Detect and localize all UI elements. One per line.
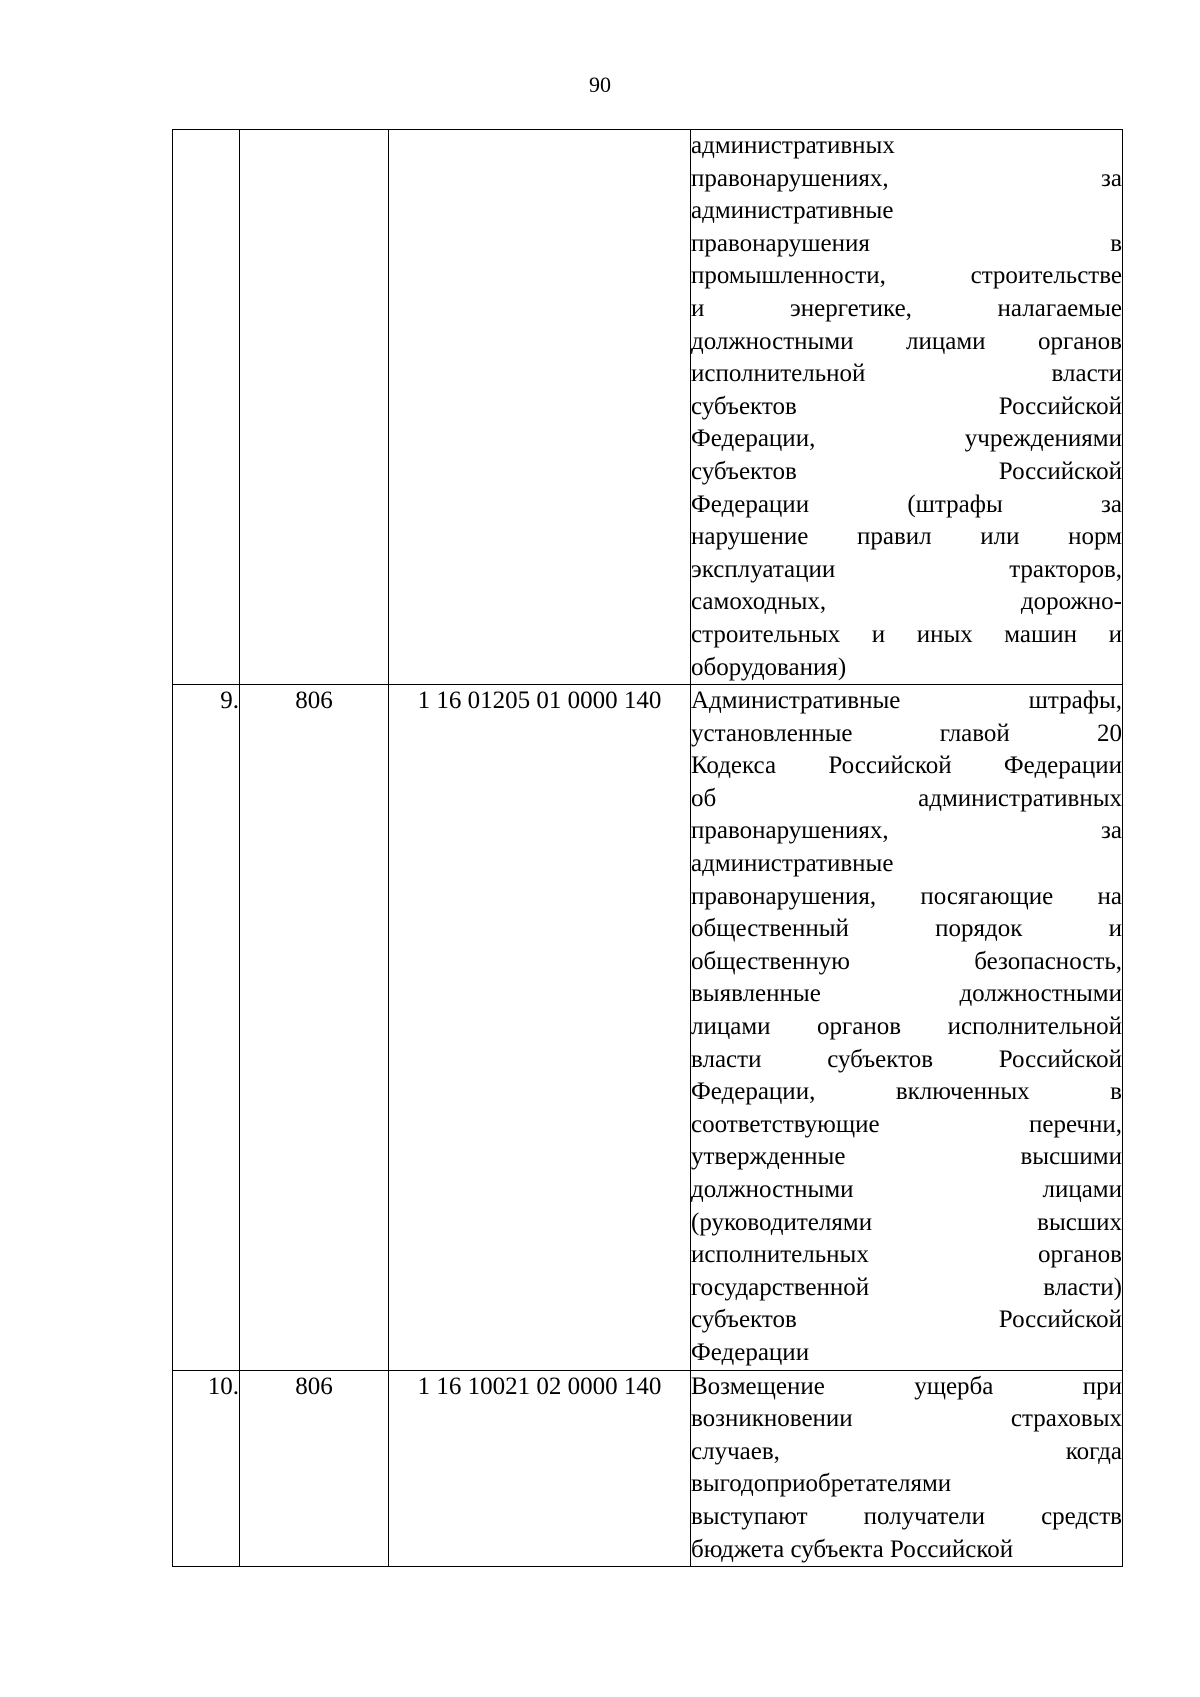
description-word: энергетике, xyxy=(790,294,912,322)
description-word: и xyxy=(1108,620,1122,648)
description-word: случаев, xyxy=(691,1437,780,1465)
description-word: субъектов xyxy=(691,392,797,420)
description-cell xyxy=(691,130,1123,685)
description-line xyxy=(691,1174,1122,1207)
description-word: учреждениями xyxy=(964,425,1122,453)
kbk-code-cell xyxy=(389,130,691,685)
description-line xyxy=(691,130,1122,163)
description-line xyxy=(691,1076,1122,1109)
description-word: в xyxy=(1110,229,1122,257)
description-word: посягающие xyxy=(920,882,1054,910)
description-line xyxy=(691,1501,1122,1534)
description-word: перечни, xyxy=(1028,1110,1122,1138)
description-word: органов xyxy=(1037,1241,1122,1269)
description-word: власти xyxy=(1051,360,1122,388)
description-line xyxy=(691,1337,1122,1370)
description-word: и xyxy=(691,294,705,322)
description-word: административные xyxy=(691,197,894,225)
description-line xyxy=(691,358,1122,391)
description-line xyxy=(691,783,1122,816)
description-line xyxy=(691,1272,1122,1305)
description-word: правонарушения xyxy=(691,229,870,257)
description-word: Административные xyxy=(691,687,901,715)
description-line xyxy=(691,521,1122,554)
description-word: за xyxy=(1101,817,1122,845)
description-line xyxy=(691,1436,1122,1469)
description-word: строительстве xyxy=(970,262,1122,290)
admin-code-cell: 806 xyxy=(240,685,389,1370)
description-word: за xyxy=(1101,164,1122,192)
description-line xyxy=(691,718,1122,751)
description-word: (руководителями xyxy=(691,1208,873,1236)
description-line xyxy=(691,685,1122,718)
row-number-cell: 9. xyxy=(173,685,240,1370)
budget-codes-table xyxy=(172,129,1123,1567)
description-word: тракторов, xyxy=(1009,555,1122,583)
description-word: субъектов xyxy=(691,457,797,485)
description-word: власти xyxy=(691,1045,762,1073)
description-word: выгодоприобретателями xyxy=(691,1470,952,1498)
description-word: Кодекса xyxy=(691,752,777,780)
description-word: выявленные xyxy=(691,980,821,1008)
description-word: нарушение xyxy=(691,523,809,551)
description-word: высшими xyxy=(1020,1143,1122,1171)
description-word: самоходных, xyxy=(691,588,827,616)
description-word: соответствующие xyxy=(691,1110,880,1138)
description-word: возникновении xyxy=(691,1405,853,1433)
admin-code-cell xyxy=(240,130,389,685)
description-word: Федерации xyxy=(691,1338,810,1366)
description-word: за xyxy=(1101,490,1122,518)
description-word: утвержденные xyxy=(691,1143,846,1171)
description-cell xyxy=(691,1370,1123,1567)
description-line xyxy=(691,750,1122,783)
description-line xyxy=(691,326,1122,359)
admin-code-cell: 806 xyxy=(240,1370,389,1567)
row-number-cell: 10. xyxy=(173,1370,240,1567)
description-word: Российской xyxy=(828,752,952,780)
description-word: правонарушения, xyxy=(691,882,877,910)
description-word: исполнительных xyxy=(691,1241,869,1269)
description-line xyxy=(691,1141,1122,1174)
description-line xyxy=(691,586,1122,619)
description-word: порядок xyxy=(935,915,1023,943)
table-row xyxy=(173,685,1123,1370)
description-word: оборудования) xyxy=(691,653,847,681)
description-line xyxy=(691,946,1122,979)
description-word: должностными xyxy=(959,980,1122,1008)
description-word: дорожно- xyxy=(1020,588,1122,616)
description-word: Российской xyxy=(998,1045,1122,1073)
description-word: общественный xyxy=(691,915,849,943)
description-line xyxy=(691,1011,1122,1044)
description-word: безопасность, xyxy=(974,947,1122,975)
description-word: Федерации xyxy=(691,490,810,518)
description-line xyxy=(691,1534,1122,1567)
description-word: административных xyxy=(918,784,1122,812)
description-line xyxy=(691,260,1122,293)
description-word: власти) xyxy=(1043,1273,1122,1301)
description-word: в xyxy=(1110,1078,1122,1106)
description-word: страховых xyxy=(1010,1405,1122,1433)
description-word: правил xyxy=(857,523,932,551)
page-number: 90 xyxy=(589,72,611,97)
description-word: правонарушениях, xyxy=(691,164,889,192)
description-word: строительных xyxy=(691,620,841,648)
description-line xyxy=(691,1207,1122,1240)
description-word: Российской xyxy=(889,1535,1014,1563)
kbk-code-cell: 1 16 01205 01 0000 140 xyxy=(389,685,691,1370)
description-word: субъектов xyxy=(691,1306,797,1334)
description-line xyxy=(691,1304,1122,1337)
description-line xyxy=(691,881,1122,914)
description-word: административные xyxy=(691,850,894,878)
description-line xyxy=(691,195,1122,228)
description-word: промышленности, xyxy=(691,262,886,290)
description-word: (штрафы xyxy=(907,490,1003,518)
description-word: 20 xyxy=(1096,719,1122,747)
description-word: общественную xyxy=(691,947,850,975)
description-word: эксплуатации xyxy=(691,555,836,583)
description-word: бюджета xyxy=(691,1535,785,1563)
description-word: лицами xyxy=(905,327,986,355)
description-word: на xyxy=(1097,882,1122,910)
description-word: Российской xyxy=(998,457,1122,485)
description-cell xyxy=(691,685,1123,1370)
description-word: норм xyxy=(1068,523,1122,551)
description-line xyxy=(691,978,1122,1011)
description-line xyxy=(691,913,1122,946)
row-number-cell xyxy=(173,130,240,685)
description-line xyxy=(691,1109,1122,1142)
description-word: об xyxy=(691,784,717,812)
description-word: органов xyxy=(817,1013,902,1041)
description-line xyxy=(691,1403,1122,1436)
description-word: Федерации xyxy=(1003,752,1122,780)
description-word: высших xyxy=(1037,1208,1122,1236)
description-word: субъекта xyxy=(790,1535,884,1563)
description-word: исполнительной xyxy=(947,1013,1122,1041)
description-word: исполнительной xyxy=(691,360,866,388)
table-row xyxy=(173,1370,1123,1567)
description-word: штрафы, xyxy=(1028,687,1122,715)
description-word: государственной xyxy=(691,1273,870,1301)
description-word: административных xyxy=(691,132,895,159)
description-word: при xyxy=(1082,1372,1122,1400)
description-word: иных xyxy=(916,620,973,648)
description-line xyxy=(691,391,1122,424)
description-word: главой xyxy=(939,719,1010,747)
description-word: выступают xyxy=(691,1502,808,1530)
description-line xyxy=(691,554,1122,587)
description-line xyxy=(691,489,1122,522)
description-word: правонарушениях, xyxy=(691,817,889,845)
description-line xyxy=(691,228,1122,261)
description-line xyxy=(691,619,1122,652)
description-word: Российской xyxy=(998,392,1122,420)
description-line xyxy=(691,1239,1122,1272)
kbk-code-cell: 1 16 10021 02 0000 140 xyxy=(389,1370,691,1567)
description-word: установленные xyxy=(691,719,853,747)
table-row xyxy=(173,130,1123,685)
description-line xyxy=(691,456,1122,489)
description-line xyxy=(691,1044,1122,1077)
description-word: и xyxy=(1108,915,1122,943)
description-word: получатели xyxy=(863,1502,986,1530)
description-line xyxy=(691,652,1122,685)
description-line xyxy=(691,815,1122,848)
description-word: Федерации, xyxy=(691,425,816,453)
description-word: органов xyxy=(1037,327,1122,355)
description-word: и xyxy=(871,620,886,648)
description-word: лицами xyxy=(691,1013,771,1041)
description-word: Федерации, xyxy=(691,1078,816,1106)
description-line xyxy=(691,848,1122,881)
description-line xyxy=(691,1468,1122,1501)
description-word: налагаемые xyxy=(997,294,1122,322)
description-line xyxy=(691,1371,1122,1404)
description-word: Российской xyxy=(998,1306,1122,1334)
description-word: ущерба xyxy=(914,1372,994,1400)
description-word: Возмещение xyxy=(691,1372,825,1400)
description-word: субъектов xyxy=(827,1045,933,1073)
description-word: включенных xyxy=(895,1078,1030,1106)
description-word: машин xyxy=(1004,620,1078,648)
description-word: средств xyxy=(1041,1502,1122,1530)
description-line xyxy=(691,293,1122,326)
description-word: должностными xyxy=(691,327,854,355)
description-line xyxy=(691,423,1122,456)
description-word: когда xyxy=(1065,1437,1122,1465)
description-word: или xyxy=(980,523,1020,551)
description-word: должностными xyxy=(691,1176,854,1203)
description-word: лицами xyxy=(1042,1176,1122,1203)
description-line xyxy=(691,163,1122,196)
